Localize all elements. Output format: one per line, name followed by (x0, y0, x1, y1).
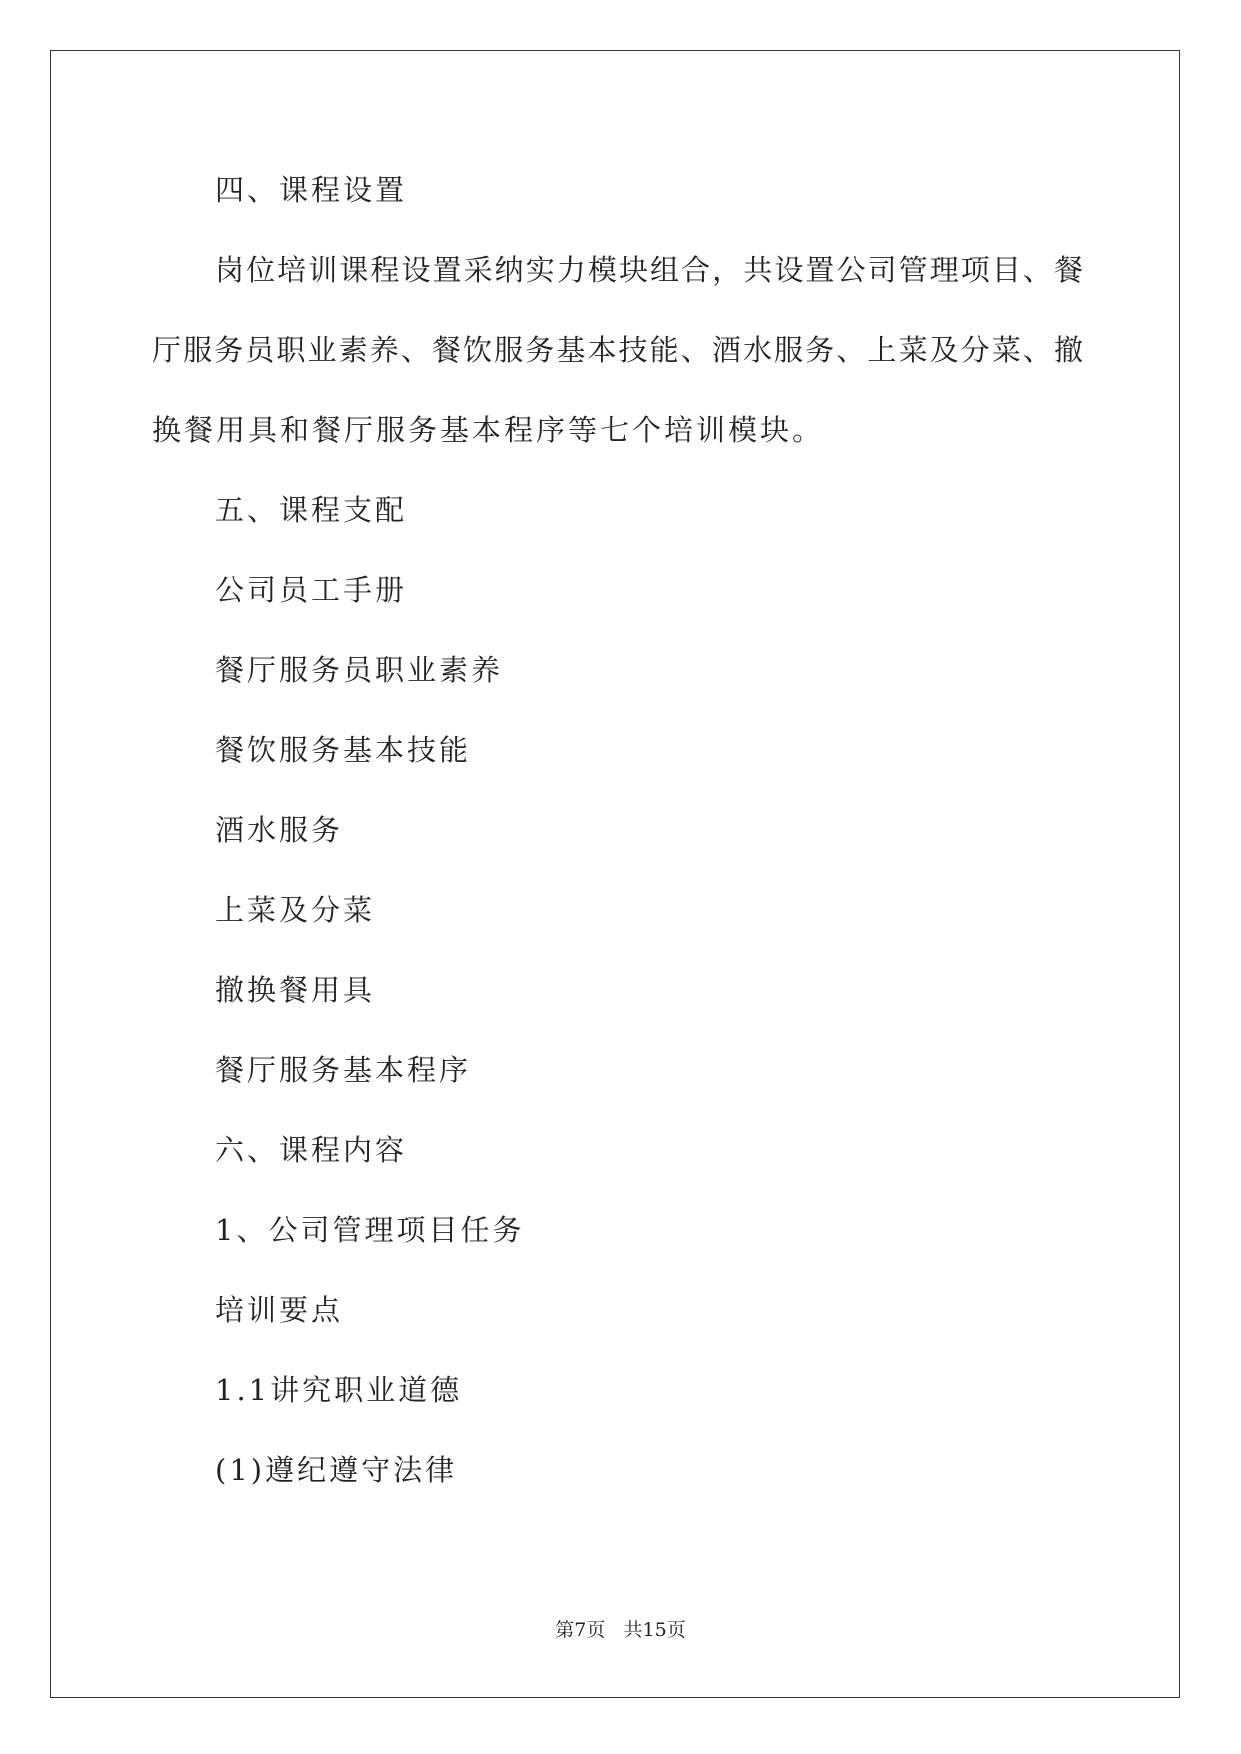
list-item: 餐厅服务基本程序 (215, 1053, 472, 1087)
heading-course-content: 六、课程内容 (215, 1133, 408, 1167)
subheading-professional-ethics: 1.1讲究职业道德 (215, 1373, 463, 1407)
paragraph-line-2: 厅服务员职业素养、餐饮服务基本技能、酒水服务、上菜及分菜、撤 (152, 333, 1085, 367)
page-number: 第7页 (555, 1619, 606, 1641)
page-footer (0, 1618, 1241, 1642)
paragraph-line-1: 岗位培训课程设置采纳实力模块组合，共设置公司管理项目、餐 (215, 253, 1085, 287)
heading-course-setup: 四、课程设置 (215, 173, 408, 207)
heading-course-arrangement: 五、课程支配 (215, 493, 408, 527)
list-item-law-abiding: (1)遵纪遵守法律 (215, 1453, 458, 1487)
list-item: 公司员工手册 (215, 573, 408, 607)
subheading-training-points: 培训要点 (215, 1293, 344, 1327)
list-item: 上菜及分菜 (215, 893, 376, 927)
list-item: 撤换餐用具 (215, 973, 376, 1007)
list-item: 餐饮服务基本技能 (215, 733, 472, 767)
list-item: 酒水服务 (215, 813, 344, 847)
subheading-company-management: 1、公司管理项目任务 (215, 1213, 525, 1247)
page-total: 共15页 (623, 1619, 686, 1641)
paragraph-line-3: 换餐用具和餐厅服务基本程序等七个培训模块。 (152, 413, 825, 447)
list-item: 餐厅服务员职业素养 (215, 653, 504, 687)
